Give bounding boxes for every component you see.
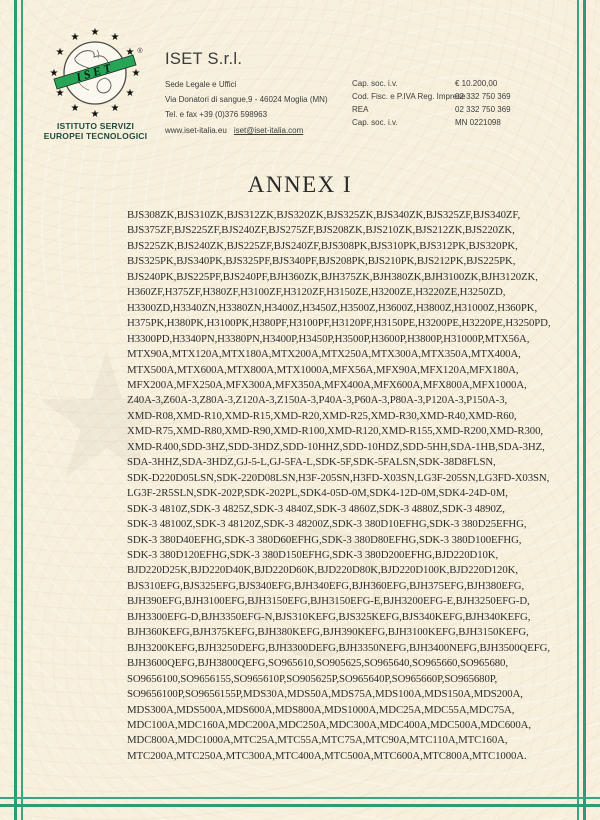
model-list-line: H360ZF,H375ZF,H380ZF,H3100ZF,H3120ZF,H3150ZE,H3200ZE,H3220ZE,H3250ZD, xyxy=(127,286,506,299)
border-line-left-outer xyxy=(14,0,17,820)
logo-caption xyxy=(18,121,173,141)
registry-value: 02 332 750 369 xyxy=(455,92,511,101)
model-list-line: SDA-3HHZ,SDA-3HDZ,GJ-5-L,GJ-5FA-L,SDK-5F,SDK-5FALSN,SDK-38D8FLSN, xyxy=(127,456,496,469)
logo-banner-text: ISET xyxy=(74,59,116,85)
model-list-line: SDK-D220D05LSN,SDK-220D08LSN,H3F-205SN,H3FD-X03SN,LG3F-205SN,LG3FD-X03SN, xyxy=(127,471,550,484)
watermark-star-icon: ★ xyxy=(400,234,486,340)
annex-title: ANNEX I xyxy=(247,172,353,197)
star-icon: ★ xyxy=(110,103,120,114)
model-list-line: BJS310EFG,BJS325EFG,BJS340EFG,BJH340EFG,BJH360EFG,BJH375EFG,BJH380EFG, xyxy=(127,579,525,592)
star-icon: ★ xyxy=(125,47,135,58)
model-list-line: MDS300A,MDS500A,MDS600A,MDS800A,MDS1000A,MDC25A,MDC55A,MDC75A, xyxy=(127,703,515,716)
registered-mark: ® xyxy=(137,48,143,55)
model-list-line: SDK-3 380D120EFHG,SDK-3 380D150EFHG,SDK-3 380D200EFHG,BJD220D10K, xyxy=(127,548,499,561)
border-line-right-outer xyxy=(583,0,586,820)
border-line-bottom-outer xyxy=(0,804,600,807)
model-list-line: H3300PD,H3340PN,H3380PN,H3400P,H3450P,H3500P,H3600P,H3800P,H31000P,MTX56A, xyxy=(127,332,530,345)
model-list-line: MTX500A,MTX600A,MTX800A,MTX1000A,MFX56A,MFX90A,MFX120A,MFX180A, xyxy=(127,363,519,376)
model-list-line: H3300ZD,H3340ZN,H3380ZN,H3400Z,H3450Z,H3500Z,H3600Z,H3800Z,H31000Z,H360PK, xyxy=(127,301,538,314)
model-list-line: BJS375ZF,BJS225ZF,BJS240ZF,BJS275ZF,BJS208ZK,BJS210ZK,BJS212ZK,BJS220ZK, xyxy=(127,224,515,237)
star-icon: ★ xyxy=(49,68,59,79)
registry-label: Cod. Fisc. e P.IVA Reg. Imprese xyxy=(352,92,466,101)
model-list-line: MFX200A,MFX250A,MFX300A,MFX350A,MFX400A,MFX600A,MFX800A,MFX1000A, xyxy=(127,378,527,391)
model-list-line: SDK-3 4810Z,SDK-3 4825Z,SDK-3 4840Z,SDK-3 4860Z,SDK-3 4880Z,SDK-3 4890Z, xyxy=(127,502,505,515)
registry-value: MN 0221098 xyxy=(455,118,501,127)
model-list-line: BJS225ZK,BJS240ZK,BJS225ZF,BJS240ZF,BJS308PK,BJS310PK,BJS312PK,BJS320PK, xyxy=(127,239,518,252)
model-list-line: XMD-R400,SDD-3HZ,SDD-3HDZ,SDD-10HHZ,SDD-10HDZ,SDD-5HH,SDA-1HB,SDA-3HZ, xyxy=(127,440,545,453)
model-list-line: BJH3200KEFG,BJH3250DEFG,BJH3300DEFG,BJH3350NEFG,BJH3400NEFG,BJH3500QEFG, xyxy=(127,641,550,654)
model-list-line: BJS308ZK,BJS310ZK,BJS312ZK,BJS320ZK,BJS325ZK,BJS340ZK,BJS325ZF,BJS340ZF, xyxy=(127,209,521,221)
website-link[interactable]: www.iset-italia.eu xyxy=(165,126,227,135)
registry-label: REA xyxy=(352,105,369,114)
model-list-line: MDC100A,MDC160A,MDC200A,MDC250A,MDC300A,MDC400A,MDC500A,MDC600A, xyxy=(127,718,531,731)
email-link[interactable]: iset@iset-italia.com xyxy=(233,126,304,135)
model-list-line: SO9656100,SO9656155,SO965610P,SO905625P,SO965640P,SO965660P,SO965680P, xyxy=(127,672,498,685)
star-icon: ★ xyxy=(110,32,120,43)
star-icon: ★ xyxy=(125,88,135,99)
model-list-line: SDK-3 48100Z,SDK-3 48120Z,SDK-3 48200Z,SDK-3 380D10EFHG,SDK-3 380D25EFHG, xyxy=(127,518,527,531)
star-icon: ★ xyxy=(70,103,80,114)
model-list xyxy=(127,208,551,764)
model-list-line: MTX90A,MTX120A,MTX180A,MTX200A,MTX250A,MTX300A,MTX350A,MTX400A, xyxy=(127,348,521,361)
model-list-line: SO9656100P,SO9656155P,MDS30A,MDS50A,MDS75A,MDS100A,MDS150A,MDS200A, xyxy=(127,688,523,701)
star-icon: ★ xyxy=(131,68,141,79)
registry-value: € 10.200,00 xyxy=(455,79,498,88)
border-line-right-inner xyxy=(577,0,579,820)
model-list-line: XMD-R08,XMD-R10,XMD-R15,XMD-R20,XMD-R25,XMD-R30,XMD-R40,XMD-R60, xyxy=(127,409,517,422)
model-list-line: BJH3600QEFG,BJH3800QEFG,SO965610,SO905625,SO965640,SO965660,SO965680, xyxy=(127,657,508,670)
address-line-2: Via Donatori di sangue,9 - 46024 Moglia (MN) xyxy=(165,95,328,104)
company-name: ISET S.r.l. xyxy=(165,50,243,68)
watermark-star-icon: ★ xyxy=(28,320,185,515)
model-list-line: H375PK,H380PK,H3100PK,H380PF,H3100PF,H3120PF,H3150PE,H3200PE,H3220PE,H3250PD, xyxy=(127,317,551,330)
logo-caption-line1: ISTITUTO SERVIZI xyxy=(56,121,135,131)
model-list-line: LG3F-2R5SLN,SDK-202P,SDK-202PL,SDK4-05D-0M,SDK4-12D-0M,SDK4-24D-0M, xyxy=(127,487,508,500)
star-icon: ★ xyxy=(90,27,100,38)
model-list-line: Z40A-3,Z60A-3,Z80A-3,Z120A-3,Z150A-3,P40A-3,P60A-3,P80A-3,P120A-3,P150A-3, xyxy=(127,394,508,407)
model-list-line: BJH3300EFG-D,BJH3350EFG-N,BJS310KEFG,BJS325KEFG,BJS340KEFG,BJH340KEFG, xyxy=(127,610,531,623)
star-icon: ★ xyxy=(55,88,65,99)
address-line-3: Tel. e fax +39 (0)376 598963 xyxy=(165,110,268,119)
model-list-line: MDC800A,MDC1000A,MTC25A,MTC55A,MTC75A,MTC90A,MTC110A,MTC160A, xyxy=(127,734,508,747)
registry-label: Cap. soc. i.v. xyxy=(352,118,398,127)
star-icon: ★ xyxy=(55,47,65,58)
model-list-line: BJH390EFG,BJH3100EFG,BJH3150EFG,BJH3150EFG-E,BJH3200EFG-E,BJH3250EFG-D, xyxy=(127,595,530,608)
star-icon: ★ xyxy=(90,109,100,120)
model-list-line: BJS240PK,BJS225PF,BJS240PF,BJH360ZK,BJH375ZK,BJH380ZK,BJH3100ZK,BJH3120ZK, xyxy=(127,270,538,283)
star-icon: ★ xyxy=(70,32,80,43)
border-line-bottom-inner xyxy=(0,797,600,799)
iset-logo xyxy=(45,26,145,122)
model-list-line: BJS325PK,BJS340PK,BJS325PF,BJS340PF,BJS208PK,BJS210PK,BJS212PK,BJS225PK, xyxy=(127,255,516,268)
registry-value: 02 332 750 369 xyxy=(455,105,511,114)
model-list-line: XMD-R75,XMD-R80,XMD-R90,XMD-R100,XMD-R120,XMD-R155,XMD-R200,XMD-R300, xyxy=(127,425,543,438)
address-line-1: Sede Legale e Uffici xyxy=(165,80,237,89)
model-list-line: BJD220D25K,BJD220D40K,BJD220D60K,BJD220D80K,BJD220D100K,BJD220D120K, xyxy=(127,564,518,577)
model-list-line: BJH360KEFG,BJH375KEFG,BJH380KEFG,BJH390KEFG,BJH3100KEFG,BJH3150KEFG, xyxy=(127,626,529,639)
registry-label: Cap. soc. i.v. xyxy=(352,79,398,88)
model-list-line: SDK-3 380D40EFHG,SDK-3 380D60EFHG,SDK-3 380D80EFHG,SDK-3 380D100EFHG, xyxy=(127,533,522,546)
contact-line xyxy=(165,126,303,135)
model-list-line: MTC200A,MTC250A,MTC300A,MTC400A,MTC500A,MTC600A,MTC800A,MTC1000A. xyxy=(127,749,527,762)
logo-caption-line2: EUROPEI TECNOLOGICI xyxy=(43,131,148,141)
